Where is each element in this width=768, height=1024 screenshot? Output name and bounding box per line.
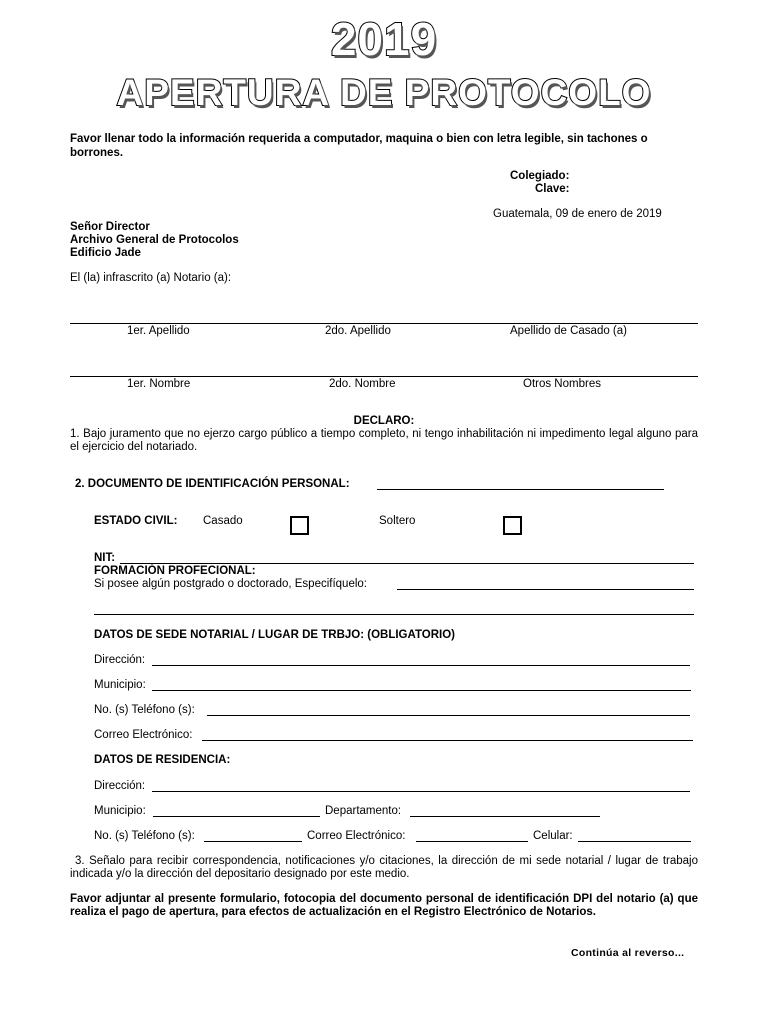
res-celular-field[interactable]	[578, 841, 691, 842]
name-label-1: 1er. Nombre	[127, 378, 191, 390]
name-label-2: 2do. Nombre	[329, 378, 396, 390]
casado-checkbox[interactable]	[290, 516, 309, 535]
declaration-item-3: 3. Señalo para recibir correspondencia, notificaciones y/o citaciones, la dirección de mi sede notarial / lugar de trabajo indicada y/o la dirección del depositario designado por este medio.	[70, 855, 698, 880]
surname-label-2: 2do. Apellido	[325, 325, 391, 337]
sede-telefono-label: No. (s) Teléfono (s):	[94, 704, 195, 716]
soltero-label: Soltero	[379, 515, 416, 527]
formacion-label: FORMACIÓN PROFECIONAL:	[94, 565, 256, 577]
sede-correo-label: Correo Electrónico:	[94, 729, 193, 741]
postgrado-label: Si posee algún postgrado o doctorado, Especifíquelo:	[94, 578, 367, 590]
place-date: Guatemala, 09 de enero de 2019	[493, 208, 662, 220]
sede-direccion-field[interactable]	[152, 665, 690, 666]
res-correo-label: Correo Electrónico:	[307, 830, 406, 842]
sede-correo-field[interactable]	[202, 740, 693, 741]
surname-label-1: 1er. Apellido	[127, 325, 190, 337]
sede-municipio-label: Municipio:	[94, 679, 146, 691]
res-municipio-label: Municipio:	[94, 805, 146, 817]
clave-label: Clave:	[535, 183, 570, 195]
form-title: APERTURA DE PROTOCOLO	[116, 72, 652, 113]
dpi-field[interactable]	[377, 489, 664, 490]
residencia-heading: DATOS DE RESIDENCIA:	[94, 754, 231, 766]
res-correo-field[interactable]	[416, 841, 528, 842]
res-departamento-field[interactable]	[410, 816, 600, 817]
addressee-line: Señor Director	[70, 221, 150, 233]
nit-field[interactable]	[120, 563, 694, 564]
surname-line[interactable]	[70, 323, 698, 324]
res-municipio-field[interactable]	[153, 816, 320, 817]
casado-label: Casado	[203, 515, 243, 527]
res-direccion-field[interactable]	[152, 791, 690, 792]
name-label-others: Otros Nombres	[523, 378, 601, 390]
postgrado-field[interactable]	[397, 589, 694, 590]
sede-telefono-field[interactable]	[207, 715, 690, 716]
item2-label: 2. DOCUMENTO DE IDENTIFICACIÓN PERSONAL:	[75, 478, 350, 490]
postgrado-field-2[interactable]	[94, 614, 694, 615]
estado-civil-label: ESTADO CIVIL:	[94, 515, 178, 527]
addressee-block	[70, 221, 239, 260]
colegiado-label: Colegiado:	[510, 170, 570, 182]
addressee-line: Archivo General de Protocolos	[70, 234, 239, 246]
name-line[interactable]	[70, 376, 698, 377]
soltero-checkbox[interactable]	[503, 516, 522, 535]
res-telefono-label: No. (s) Teléfono (s):	[94, 830, 195, 842]
continue-note: Continúa al reverso...	[571, 947, 685, 959]
res-direccion-label: Dirección:	[94, 780, 146, 792]
form-year: 2019	[330, 13, 438, 65]
sede-heading: DATOS DE SEDE NOTARIAL / LUGAR DE TRBJO: (OBLIGATORIO)	[94, 629, 455, 641]
sede-municipio-field[interactable]	[152, 690, 691, 691]
addressee-line: Edificio Jade	[70, 247, 141, 259]
res-celular-label: Celular:	[533, 830, 573, 842]
attach-note: Favor adjuntar al presente formulario, fotocopia del documento personal de identificación DPI del notario (a) que realiza el pago de apertura, para efectos de actualización en el Registro Electrónico de Notarios.	[70, 893, 698, 918]
surname-label-married: Apellido de Casado (a)	[510, 325, 627, 337]
sede-direccion-label: Dirección:	[94, 654, 146, 666]
declaration-item-1: 1. Bajo juramento que no ejerzo cargo público a tiempo completo, ni tengo inhabilitación ni impedimento legal alguno para el ejercicio del notariado.	[70, 428, 698, 453]
res-departamento-label: Departamento:	[325, 805, 402, 817]
res-telefono-field[interactable]	[204, 841, 302, 842]
notary-intro: El (la) infrascrito (a) Notario (a):	[70, 272, 232, 284]
declaro-heading: DECLARO:	[353, 415, 415, 427]
intro-instructions: Favor llenar todo la información requerida a computador, maquina o bien con letra legible, sin tachones o borrones.	[70, 133, 648, 159]
nit-label: NIT:	[94, 552, 116, 564]
